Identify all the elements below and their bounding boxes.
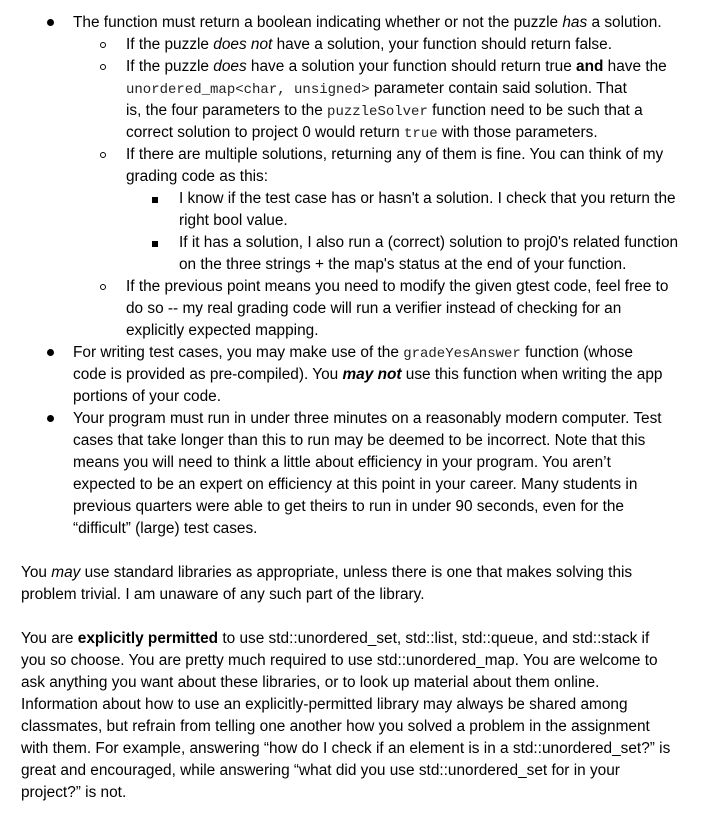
paragraph-2-line-8: project?” is not. <box>21 784 127 801</box>
bullet-2-line-1: For writing test cases, you may make use of the gradeYesAnswer function (whose <box>73 344 633 362</box>
bullet-2-line-3: portions of your code. <box>73 388 222 405</box>
bullet-circle <box>100 64 106 70</box>
subsub-bullet-1-line-2: right bool value. <box>179 212 288 229</box>
sub-bullet-4-line-3: explicitly expected mapping. <box>126 322 319 339</box>
bullet-circle <box>100 152 106 158</box>
paragraph-2-line-6: with them. For example, answering “how do I check if an element is in a std::unordered_set?” is <box>21 740 671 757</box>
bullet-3-line-4: expected to be an expert on efficiency at this point in your career. Many students in <box>73 476 638 493</box>
paragraph-2-line-3: ask anything you want about these libraries, or to look up material about them online. <box>21 674 600 691</box>
bullet-square <box>152 197 158 203</box>
paragraph-2-line-1: You are explicitly permitted to use std::unordered_set, std::list, std::queue, and std::stack if <box>21 630 650 647</box>
bullet-circle <box>100 284 106 290</box>
subsub-bullet-2-line-2: on the three strings + the map's status at the end of your function. <box>179 256 627 273</box>
paragraph-2-line-7: great and encouraged, while answering “what did you use std::unordered_set for in your <box>21 762 620 779</box>
bullet-disc <box>47 349 54 356</box>
sub-bullet-2-line-4: correct solution to project 0 would return true with those parameters. <box>126 124 598 142</box>
sub-bullet-1-line: If the puzzle does not have a solution, your function should return false. <box>126 36 612 53</box>
bullet-3-line-3: means you will need to think a little about efficiency in your program. You aren’t <box>73 454 611 471</box>
paragraph-1-line-1: You may use standard libraries as appropriate, unless there is one that makes solving this <box>21 564 633 581</box>
paragraph-2-line-4: Information about how to use an explicitly-permitted library may always be shared among <box>21 696 628 713</box>
bullet-3-line-1: Your program must run in under three minutes on a reasonably modern computer. Test <box>73 410 662 427</box>
bullet-disc <box>47 415 54 422</box>
paragraph-1-line-2: problem trivial. I am unaware of any such part of the library. <box>21 586 425 603</box>
bullet-circle <box>100 42 106 48</box>
sub-bullet-3-line-1: If there are multiple solutions, returning any of them is fine. You can think of my <box>126 146 664 163</box>
bullet-2-line-2: code is provided as pre-compiled). You may not use this function when writing the app <box>73 366 663 383</box>
paragraph-2-line-5: classmates, but refrain from telling one another how you solved a problem in the assignment <box>21 718 650 735</box>
bullet-disc <box>47 19 54 26</box>
bullet-3-line-2: cases that take longer than this to run may be deemed to be incorrect. Note that this <box>73 432 646 449</box>
paragraph-2-line-2: you so choose. You are pretty much required to use std::unordered_map. You are welcome to <box>21 652 658 669</box>
sub-bullet-2-line-1: If the puzzle does have a solution your function should return true and have the <box>126 58 667 75</box>
bullet-3-line-6: “difficult” (large) test cases. <box>73 520 258 537</box>
sub-bullet-3-line-2: grading code as this: <box>126 168 269 185</box>
subsub-bullet-1-line-1: I know if the test case has or hasn't a solution. I check that you return the <box>179 190 676 207</box>
bullet-1-line: The function must return a boolean indicating whether or not the puzzle has a solution. <box>73 14 662 31</box>
sub-bullet-2-line-3: is, the four parameters to the puzzleSolver function need to be such that a <box>126 102 643 120</box>
sub-bullet-2-line-2: unordered_map<char, unsigned> parameter contain said solution. That <box>126 80 627 98</box>
subsub-bullet-2-line-1: If it has a solution, I also run a (correct) solution to proj0's related function <box>179 234 679 251</box>
sub-bullet-4-line-2: do so -- my real grading code will run a verifier instead of checking for an <box>126 300 622 317</box>
bullet-square <box>152 241 158 247</box>
bullet-3-line-5: previous quarters were able to get theirs to run in under 90 seconds, even for the <box>73 498 624 515</box>
sub-bullet-4-line-1: If the previous point means you need to modify the given gtest code, feel free to <box>126 278 669 295</box>
